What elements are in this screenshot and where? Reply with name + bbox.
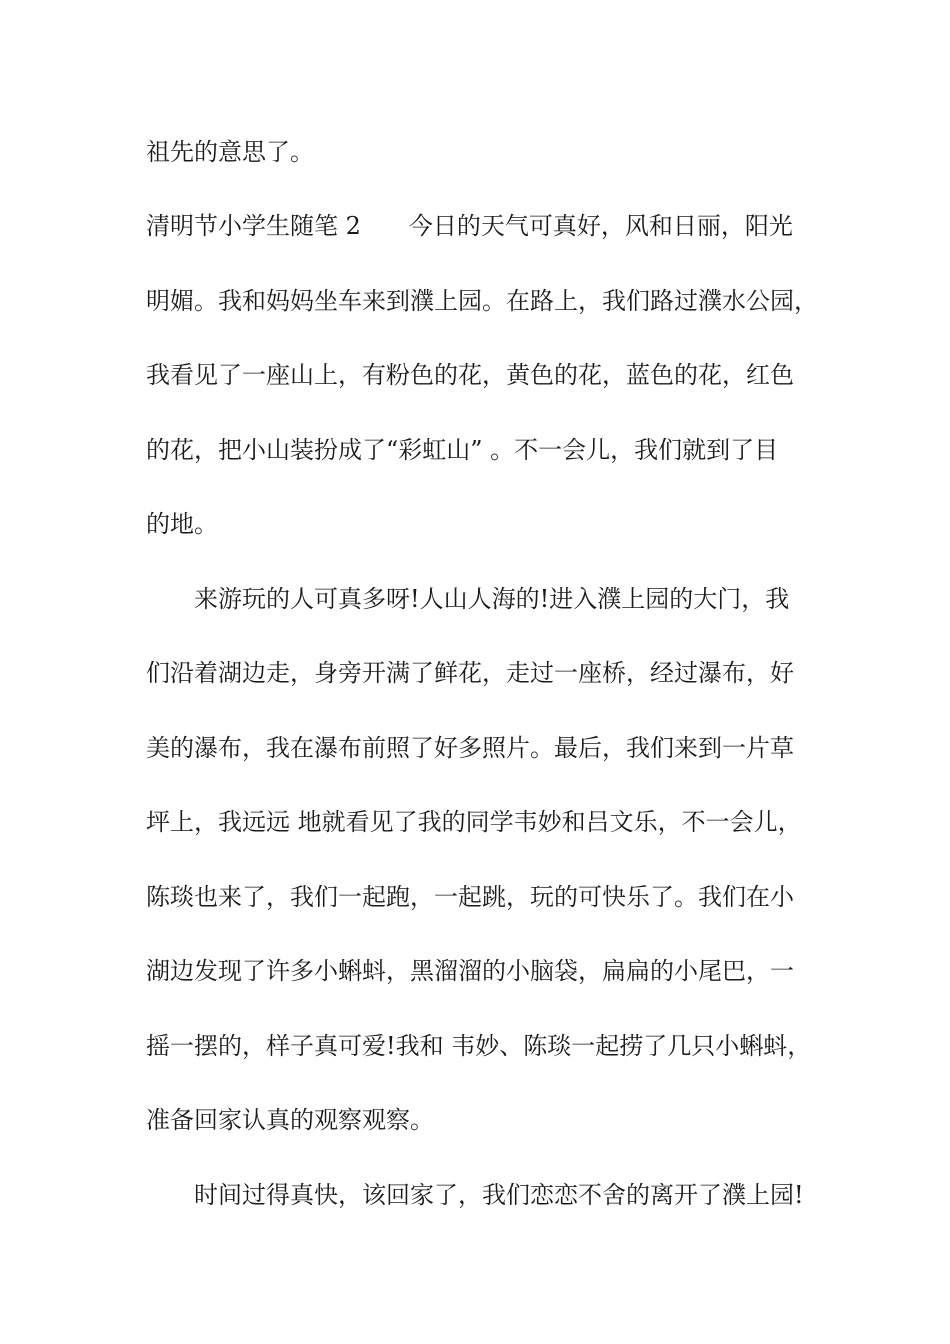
paragraph-line: 祖先的意思了。 — [146, 138, 314, 166]
paragraph-line: 湖边发现了许多小蝌蚪，黑溜溜的小脑袋，扁扁的小尾巴，一 — [146, 957, 794, 985]
paragraph-line: 坪上，我远远 地就看见了我的同学韦妙和吕文乐，不一会儿， — [146, 808, 802, 836]
paragraph-line: 陈琰也来了，我们一起跑，一起跳，玩的可快乐了。我们在小 — [146, 883, 794, 911]
paragraph-line: 们沿着湖边走，身旁开满了鲜花，走过一座桥，经过瀑布，好 — [146, 659, 794, 687]
section-heading-line: 清明节小学生随笔 2 今日的天气可真好，风和日丽，阳光 — [146, 212, 793, 240]
paragraph-line: 明媚。我和妈妈坐车来到濮上园。在路上，我们路过濮水公园， — [146, 287, 818, 315]
paragraph-line: 来游玩的人可真多呀!人山人海的!进入濮上园的大门，我 — [194, 585, 790, 613]
paragraph-line: 的地。 — [146, 510, 218, 538]
paragraph-line: 的花，把小山装扮成了“彩虹山” 。不一会儿，我们就到了目 — [146, 436, 779, 464]
paragraph-line: 我看见了一座山上，有粉色的花，黄色的花，蓝色的花，红色 — [146, 361, 794, 389]
paragraph-line: 美的瀑布，我在瀑布前照了好多照片。最后，我们来到一片草 — [146, 734, 794, 762]
paragraph-line: 摇一摆的，样子真可爱!我和 韦妙、陈琰一起捞了几只小蝌蚪， — [146, 1032, 812, 1060]
paragraph-line: 准备回家认真的观察观察。 — [146, 1106, 434, 1134]
paragraph-line: 时间过得真快，该回家了，我们恋恋不舍的离开了濮上园! — [194, 1181, 804, 1209]
